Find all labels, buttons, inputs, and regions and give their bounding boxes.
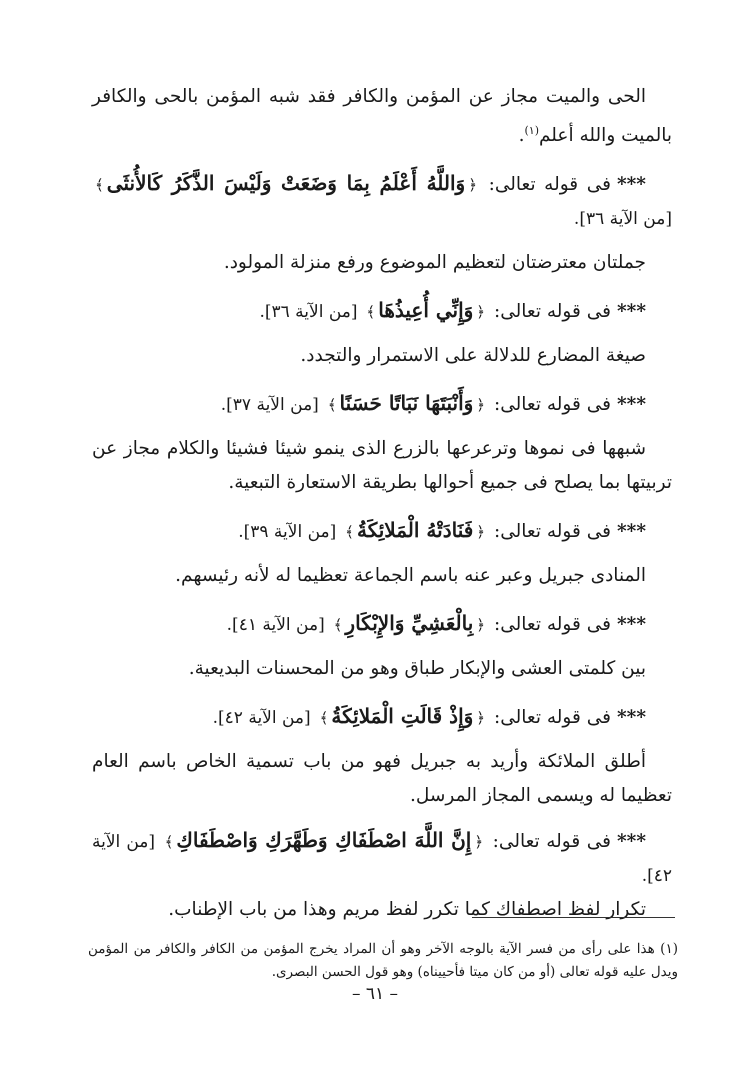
asterisk-marker: *** (616, 831, 646, 852)
verse-reference: [من الآية ٤٢]. (212, 708, 311, 728)
asterisk-marker: *** (616, 174, 646, 195)
verse-reference: [من الآية ٣٦]. (259, 302, 358, 322)
quran-verse: إِنَّ اللَّهَ اصْطَفَاكِ وَطَهَّرَكِ وَاصْطَفَاكِ (176, 828, 472, 852)
verse-reference: [من الآية ٣٦]. (573, 209, 672, 229)
paragraph-commentary: جملتان معترضتان لتعظيم الموضوع ورفع منزلة المولود. (223, 252, 646, 273)
brace-open: ﴿ (476, 523, 486, 541)
brace-close: ﴾ (345, 523, 354, 541)
verse-reference: [من الآية ٣٩]. (238, 522, 337, 542)
quran-verse: بِالْعَشِيِّ وَالإِبْكَارِ (345, 611, 474, 635)
brace-close: ﴾ (333, 616, 343, 634)
brace-open: ﴿ (476, 616, 486, 634)
footnote-divider (472, 917, 675, 918)
paragraph-commentary: بين كلمتى العشى والإبكار طباق وهو من المحسنات البديعية. (188, 658, 646, 679)
asterisk-marker: *** (616, 521, 646, 542)
paragraph-commentary: شبهها فى نموها وترعرعها بالزرع الذى ينمو شيئا فشيئا والكلام مجاز عن تربيتها بما يصلح فى جميع أحوالها بطريقة الاستعارة التبعية. (92, 438, 672, 493)
quran-verse: وَإِنِّي أُعِيذُهَا (378, 298, 474, 322)
paragraph-commentary: أطلق الملائكة وأريد به جبريل فهو من باب تسمية الخاص باسم العام تعظيما له ويسمى المجاز المرسل. (92, 751, 672, 806)
verse-reference: [من الآية ٣٧]. (220, 395, 319, 415)
footnote: (١) هذا على رأى من فسر الآية بالوجه الآخر وهو أن المراد يخرج المؤمن من الكافر والكافر من المؤمن ويدل عليه قوله تعالى (أو من كان ميتا فأحييناه) وهو قول الحسن البصرى. (88, 940, 678, 980)
quran-verse: وَاللَّهُ أَعْلَمُ بِمَا وَضَعَتْ وَلَيْسَ الذَّكَرُ كَالأُنثَى (106, 171, 466, 195)
brace-open: ﴿ (476, 709, 486, 727)
paragraph-commentary: المنادى جبريل وعبر عنه باسم الجماعة تعظيما له لأنه رئيسهم. (175, 565, 646, 586)
paragraph-commentary: تكرار لفظ اصطفاك كما تكرر لفظ مريم وهذا من باب الإطناب. (168, 899, 646, 920)
verse-heading: ***فى قوله تعالى: ﴿وَإِنِّي أُعِيذُهَا﴾ [من الآية ٣٦]. (259, 298, 646, 322)
verse-reference: [من الآية ٤٢]. (92, 832, 672, 886)
main-text (92, 80, 672, 927)
brace-close: ﴾ (164, 833, 174, 851)
verse-reference: [من الآية ٤١]. (226, 615, 325, 635)
brace-open: ﴿ (474, 833, 484, 851)
paragraph-commentary: صيغة المضارع للدلالة على الاستمرار والتجدد. (300, 345, 646, 366)
paragraph-commentary: الحى والميت مجاز عن المؤمن والكافر فقد شبه المؤمن بالحى والكافر بالميت والله أعلم$^{(١)}$. (92, 86, 672, 146)
brace-close: ﴾ (319, 709, 329, 727)
quran-verse: وَإِذْ قَالَتِ الْمَلائِكَةُ (331, 704, 474, 728)
asterisk-marker: *** (616, 301, 646, 322)
verse-heading: ***فى قوله تعالى: ﴿وَأَنْبَتَهَا نَبَاتًا حَسَنًا﴾ [من الآية ٣٧]. (220, 391, 646, 415)
asterisk-marker: *** (616, 614, 646, 635)
brace-close: ﴾ (366, 303, 376, 321)
brace-close: ﴾ (95, 176, 104, 194)
verse-heading: ***فى قوله تعالى: ﴿وَإِذْ قَالَتِ الْمَلائِكَةُ﴾ [من الآية ٤٢]. (212, 704, 646, 728)
asterisk-marker: *** (616, 394, 646, 415)
quran-verse: وَأَنْبَتَهَا نَبَاتًا حَسَنًا (339, 391, 474, 415)
verse-heading: ***فى قوله تعالى: ﴿إِنَّ اللَّهَ اصْطَفَاكِ وَطَهَّرَكِ وَاصْطَفَاكِ﴾ [من الآية ٤٢]. (92, 828, 672, 886)
asterisk-marker: *** (616, 707, 646, 728)
brace-open: ﴿ (476, 396, 486, 414)
brace-close: ﴾ (327, 396, 337, 414)
verse-heading: ***فى قوله تعالى: ﴿فَنَادَتْهُ الْمَلائِكَةُ﴾ [من الآية ٣٩]. (238, 518, 646, 542)
quran-verse: فَنَادَتْهُ الْمَلائِكَةُ (356, 518, 474, 542)
page-number: – ٦١ – (351, 984, 399, 1004)
brace-open: ﴿ (476, 303, 486, 321)
verse-heading: ***فى قوله تعالى: ﴿بِالْعَشِيِّ وَالإِبْكَارِ﴾ [من الآية ٤١]. (226, 611, 646, 635)
footnote-marker: (١) (524, 124, 539, 137)
brace-open: ﴿ (468, 176, 478, 194)
verse-heading: ***فى قوله تعالى: ﴿وَاللَّهُ أَعْلَمُ بِمَا وَضَعَتْ وَلَيْسَ الذَّكَرُ كَالأُنثَى﴾ [من الآية ٣٦]. (92, 166, 672, 236)
